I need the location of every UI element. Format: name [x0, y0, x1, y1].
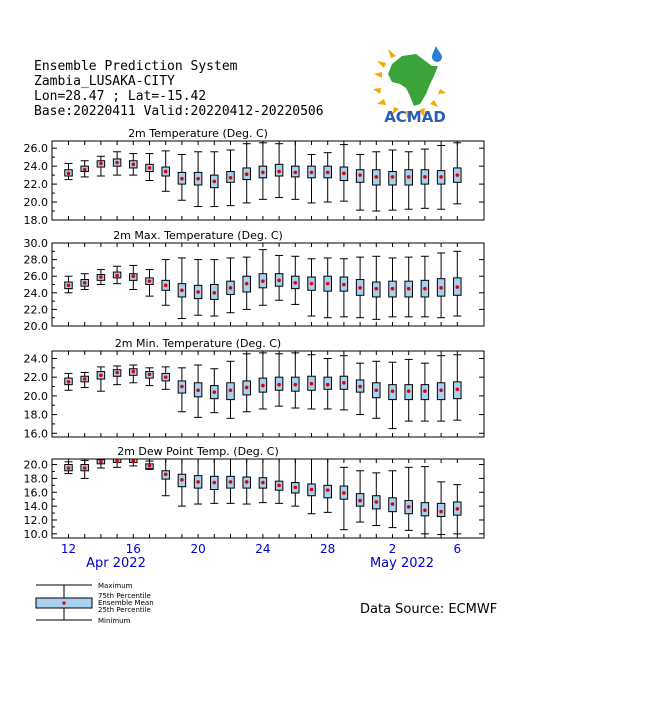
mean-dot [326, 282, 330, 286]
box-05-03 [405, 257, 413, 317]
box-04-26 [291, 141, 299, 199]
box-04-30 [356, 363, 364, 414]
y-tick-label: 18.0 [23, 472, 48, 486]
box-04-22 [227, 361, 235, 418]
mean-dot [115, 274, 119, 278]
box-05-03 [405, 152, 413, 209]
y-tick-label: 20.0 [23, 320, 48, 333]
mean-dot [180, 385, 184, 389]
mean-dot [439, 388, 443, 392]
mean-dot [456, 388, 460, 392]
box-04-15 [113, 459, 121, 467]
mean-dot [391, 502, 395, 506]
box-04-18 [162, 367, 170, 389]
box-04-22 [227, 258, 235, 313]
mean-dot [67, 466, 71, 470]
y-tick-label: 18.0 [23, 408, 48, 422]
mean-dot [423, 508, 427, 512]
box-05-04 [421, 467, 429, 534]
box-04-19 [178, 154, 186, 200]
box-04-17 [146, 154, 154, 181]
legend-p25: 25th Percentile [98, 606, 151, 614]
mean-dot [358, 173, 362, 177]
box-04-27 [308, 154, 316, 202]
box-04-28 [324, 459, 332, 512]
box-04-28 [324, 358, 332, 408]
legend-minimum: Minimum [98, 617, 131, 625]
box-05-05 [437, 356, 445, 421]
mean-dot [196, 177, 200, 181]
y-tick-label: 20.0 [23, 196, 48, 210]
mean-dot [196, 290, 200, 294]
box-05-04 [421, 149, 429, 208]
mean-dot [245, 386, 249, 390]
box-05-02 [389, 150, 397, 210]
mean-dot [245, 480, 249, 484]
box-05-06 [453, 251, 461, 316]
mean-dot [294, 171, 298, 175]
mean-dot [456, 285, 460, 289]
mean-dot [132, 370, 136, 374]
mean-dot [132, 459, 136, 463]
box-04-21 [210, 369, 218, 413]
mean-dot [115, 459, 119, 463]
mean-dot [148, 464, 152, 468]
mean-dot [407, 505, 411, 509]
panel-title: 2m Temperature (Deg. C) [128, 127, 268, 140]
x-tick-label: 28 [320, 542, 336, 556]
header-title: Ensemble Prediction System [34, 59, 238, 74]
box-04-29 [340, 145, 348, 202]
y-tick-label: 24.0 [23, 160, 48, 174]
mean-dot [423, 175, 427, 179]
box-04-16 [129, 365, 137, 383]
box-04-29 [340, 467, 348, 529]
box-05-01 [372, 256, 380, 319]
mean-dot [99, 162, 103, 166]
box-04-14 [97, 270, 105, 285]
mean-dot [391, 175, 395, 179]
x-axis [61, 542, 461, 571]
mean-dot [132, 163, 136, 167]
mean-dot [375, 287, 379, 291]
mean-dot [277, 170, 281, 174]
box-04-18 [162, 151, 170, 191]
mean-dot [261, 384, 265, 388]
box-05-06 [453, 485, 461, 534]
y-tick-label: 16.0 [23, 427, 48, 441]
mean-dot [326, 171, 330, 175]
box-04-24 [259, 459, 267, 503]
box-05-05 [437, 253, 445, 318]
box-04-16 [129, 459, 137, 466]
box-04-29 [340, 356, 348, 410]
box-04-27 [308, 459, 316, 514]
y-tick-label: 24.0 [23, 352, 48, 366]
box-04-30 [356, 471, 364, 522]
y-tick-label: 20.0 [23, 458, 48, 472]
box-05-06 [453, 143, 461, 204]
box-04-29 [340, 259, 348, 317]
mean-dot [294, 486, 298, 490]
box-04-16 [129, 265, 137, 289]
box-04-27 [308, 259, 316, 316]
box-04-12 [65, 163, 73, 179]
box-05-02 [389, 471, 397, 528]
box-04-26 [291, 459, 299, 506]
y-tick-label: 14.0 [23, 500, 48, 514]
box-04-21 [210, 459, 218, 503]
mean-dot [358, 499, 362, 503]
box-04-15 [113, 266, 121, 283]
y-tick-label: 18.0 [23, 214, 48, 227]
box-04-18 [162, 459, 170, 496]
box-05-06 [453, 355, 461, 420]
mean-dot [439, 510, 443, 514]
mean-dot [439, 175, 443, 179]
mean-dot [423, 389, 427, 393]
box-04-15 [113, 152, 121, 175]
mean-dot [67, 284, 71, 288]
mean-dot [407, 287, 411, 291]
mean-dot [164, 170, 168, 174]
panel-title: 2m Dew Point Temp. (Deg. C) [117, 445, 279, 458]
box-04-21 [210, 152, 218, 207]
panel-1 [24, 127, 485, 227]
mean-dot [229, 480, 233, 484]
box-04-12 [65, 373, 73, 390]
box-04-20 [194, 260, 202, 316]
box-04-20 [194, 152, 202, 207]
box-04-23 [243, 257, 251, 309]
mean-dot [310, 171, 314, 175]
mean-dot [326, 383, 330, 387]
mean-dot [358, 286, 362, 290]
y-tick-label: 20.0 [23, 389, 48, 403]
mean-dot [423, 287, 427, 291]
mean-dot [180, 177, 184, 181]
box-04-28 [324, 153, 332, 202]
y-tick-label: 22.0 [23, 178, 48, 192]
box-05-03 [405, 359, 413, 421]
mean-dot [229, 286, 233, 290]
mean-dot [148, 279, 152, 283]
mean-dot [375, 500, 379, 504]
mean-dot [164, 284, 168, 288]
box-04-14 [97, 156, 105, 176]
y-tick-label: 26.0 [23, 142, 48, 156]
box-04-23 [243, 354, 251, 412]
header-dates: Base:20220411 Valid:20220412-20220506 [34, 104, 324, 119]
legend-mean-dot [62, 601, 65, 604]
x-tick-label: 20 [190, 542, 206, 556]
box-04-19 [178, 258, 186, 319]
mean-dot [261, 171, 265, 175]
mean-dot [99, 374, 103, 378]
mean-dot [294, 281, 298, 285]
panel-frame [52, 243, 484, 326]
box-04-20 [194, 459, 202, 504]
box-04-12 [65, 276, 73, 293]
mean-dot [180, 478, 184, 482]
box-04-14 [97, 367, 105, 391]
mean-dot [196, 388, 200, 392]
mean-dot [310, 282, 314, 286]
mean-dot [164, 472, 168, 476]
mean-dot [67, 172, 71, 176]
panel-title: 2m Min. Temperature (Deg. C) [114, 337, 282, 350]
box-04-24 [259, 250, 267, 306]
mean-dot [67, 380, 71, 384]
mean-dot [229, 176, 233, 180]
mean-dot [196, 480, 200, 484]
y-tick-label: 26.0 [23, 270, 48, 284]
x-tick-label: 12 [60, 542, 77, 556]
mean-dot [261, 279, 265, 283]
box-04-15 [113, 366, 121, 385]
box-04-23 [243, 144, 251, 203]
box-04-26 [291, 353, 299, 408]
mean-dot [407, 175, 411, 179]
box-04-14 [97, 459, 105, 468]
mean-dot [456, 173, 460, 177]
mean-dot [310, 488, 314, 492]
mean-dot [83, 168, 87, 172]
box-04-25 [275, 255, 283, 300]
data-source: Data Source: ECMWF [360, 602, 498, 617]
legend [34, 582, 174, 628]
box-04-19 [178, 459, 186, 506]
box-05-05 [437, 482, 445, 535]
box-05-04 [421, 256, 429, 317]
mean-dot [99, 275, 103, 279]
legend-mean: Ensemble Mean [98, 599, 154, 607]
mean-dot [164, 375, 168, 379]
mean-dot [99, 460, 103, 464]
box-04-13 [81, 161, 89, 177]
mean-dot [245, 172, 249, 176]
box-04-24 [259, 353, 267, 409]
mean-dot [148, 166, 152, 170]
mean-dot [391, 389, 395, 393]
box-04-20 [194, 365, 202, 417]
box-05-04 [421, 363, 429, 421]
mean-dot [375, 388, 379, 392]
mean-dot [213, 390, 217, 394]
x-tick-label: 16 [125, 542, 141, 556]
mean-dot [342, 491, 346, 495]
box-04-23 [243, 459, 251, 504]
header-location: Zambia_LUSAKA-CITY [34, 74, 175, 89]
header-coordinates: Lon=28.47 ; Lat=-15.42 [34, 89, 207, 104]
mean-dot [83, 281, 87, 285]
mean-dot [277, 279, 281, 283]
box-05-01 [372, 361, 380, 418]
x-tick-label: 24 [255, 542, 271, 556]
legend-maximum: Maximum [98, 582, 133, 590]
y-tick-label: 10.0 [23, 527, 48, 541]
box-04-12 [65, 462, 73, 474]
box-04-28 [324, 258, 332, 318]
mean-dot [277, 383, 281, 387]
mean-dot [342, 381, 346, 385]
box-05-01 [372, 473, 380, 526]
box-04-24 [259, 143, 267, 200]
mean-dot [326, 488, 330, 492]
box-05-05 [437, 145, 445, 209]
box-04-25 [275, 354, 283, 406]
x-tick-label: 6 [453, 542, 462, 556]
legend-p75: 75th Percentile [98, 592, 151, 600]
y-tick-label: 30.0 [23, 237, 48, 250]
box-04-19 [178, 368, 186, 412]
mean-dot [407, 389, 411, 393]
mean-dot [180, 289, 184, 293]
y-tick-label: 12.0 [23, 513, 48, 527]
box-04-22 [227, 150, 235, 206]
box-04-27 [308, 355, 316, 409]
box-04-21 [210, 260, 218, 316]
y-tick-label: 24.0 [23, 286, 48, 300]
mean-dot [148, 373, 152, 377]
panel-title: 2m Max. Temperature (Deg. C) [113, 229, 283, 242]
mean-dot [213, 481, 217, 485]
panel-4 [24, 445, 485, 541]
box-04-13 [81, 373, 89, 388]
month-label-may: May 2022 [369, 556, 435, 571]
mean-dot [115, 161, 119, 165]
y-tick-label: 22.0 [23, 303, 48, 317]
panel-frame [52, 351, 484, 437]
box-04-30 [356, 257, 364, 318]
box-04-25 [275, 144, 283, 198]
logo-text: ACMAD [384, 108, 446, 126]
box-05-02 [389, 258, 397, 317]
mean-dot [245, 282, 249, 286]
box-04-13 [81, 274, 89, 290]
mean-dot [294, 383, 298, 387]
y-tick-label: 22.0 [23, 371, 48, 385]
mean-dot [213, 180, 217, 184]
mean-dot [342, 283, 346, 287]
box-05-02 [389, 362, 397, 428]
mean-dot [439, 286, 443, 290]
mean-dot [342, 172, 346, 176]
mean-dot [310, 382, 314, 386]
box-04-17 [146, 270, 154, 297]
mean-dot [456, 507, 460, 511]
box-04-26 [291, 256, 299, 304]
y-tick-label: 28.0 [23, 253, 48, 267]
box-04-13 [81, 460, 89, 478]
box-04-22 [227, 459, 235, 503]
mean-dot [229, 388, 233, 392]
box-05-03 [405, 467, 413, 530]
mean-dot [261, 481, 265, 485]
box-05-01 [372, 152, 380, 211]
box-04-16 [129, 154, 137, 176]
mean-dot [277, 484, 281, 488]
box-04-30 [356, 154, 364, 210]
panel-3 [24, 337, 485, 440]
mean-dot [83, 466, 87, 470]
box-04-18 [162, 260, 170, 306]
panel-2 [24, 229, 485, 333]
box-04-17 [146, 368, 154, 386]
panel-frame [52, 459, 484, 538]
month-label-apr: Apr 2022 [86, 556, 146, 571]
mean-dot [83, 377, 87, 381]
mean-dot [213, 291, 217, 295]
mean-dot [132, 274, 136, 278]
mean-dot [375, 175, 379, 179]
y-tick-label: 16.0 [23, 486, 48, 500]
mean-dot [391, 287, 395, 291]
mean-dot [358, 385, 362, 389]
box-04-17 [146, 461, 154, 469]
box-04-25 [275, 459, 283, 503]
x-tick-label: 2 [388, 542, 397, 556]
mean-dot [115, 371, 119, 375]
